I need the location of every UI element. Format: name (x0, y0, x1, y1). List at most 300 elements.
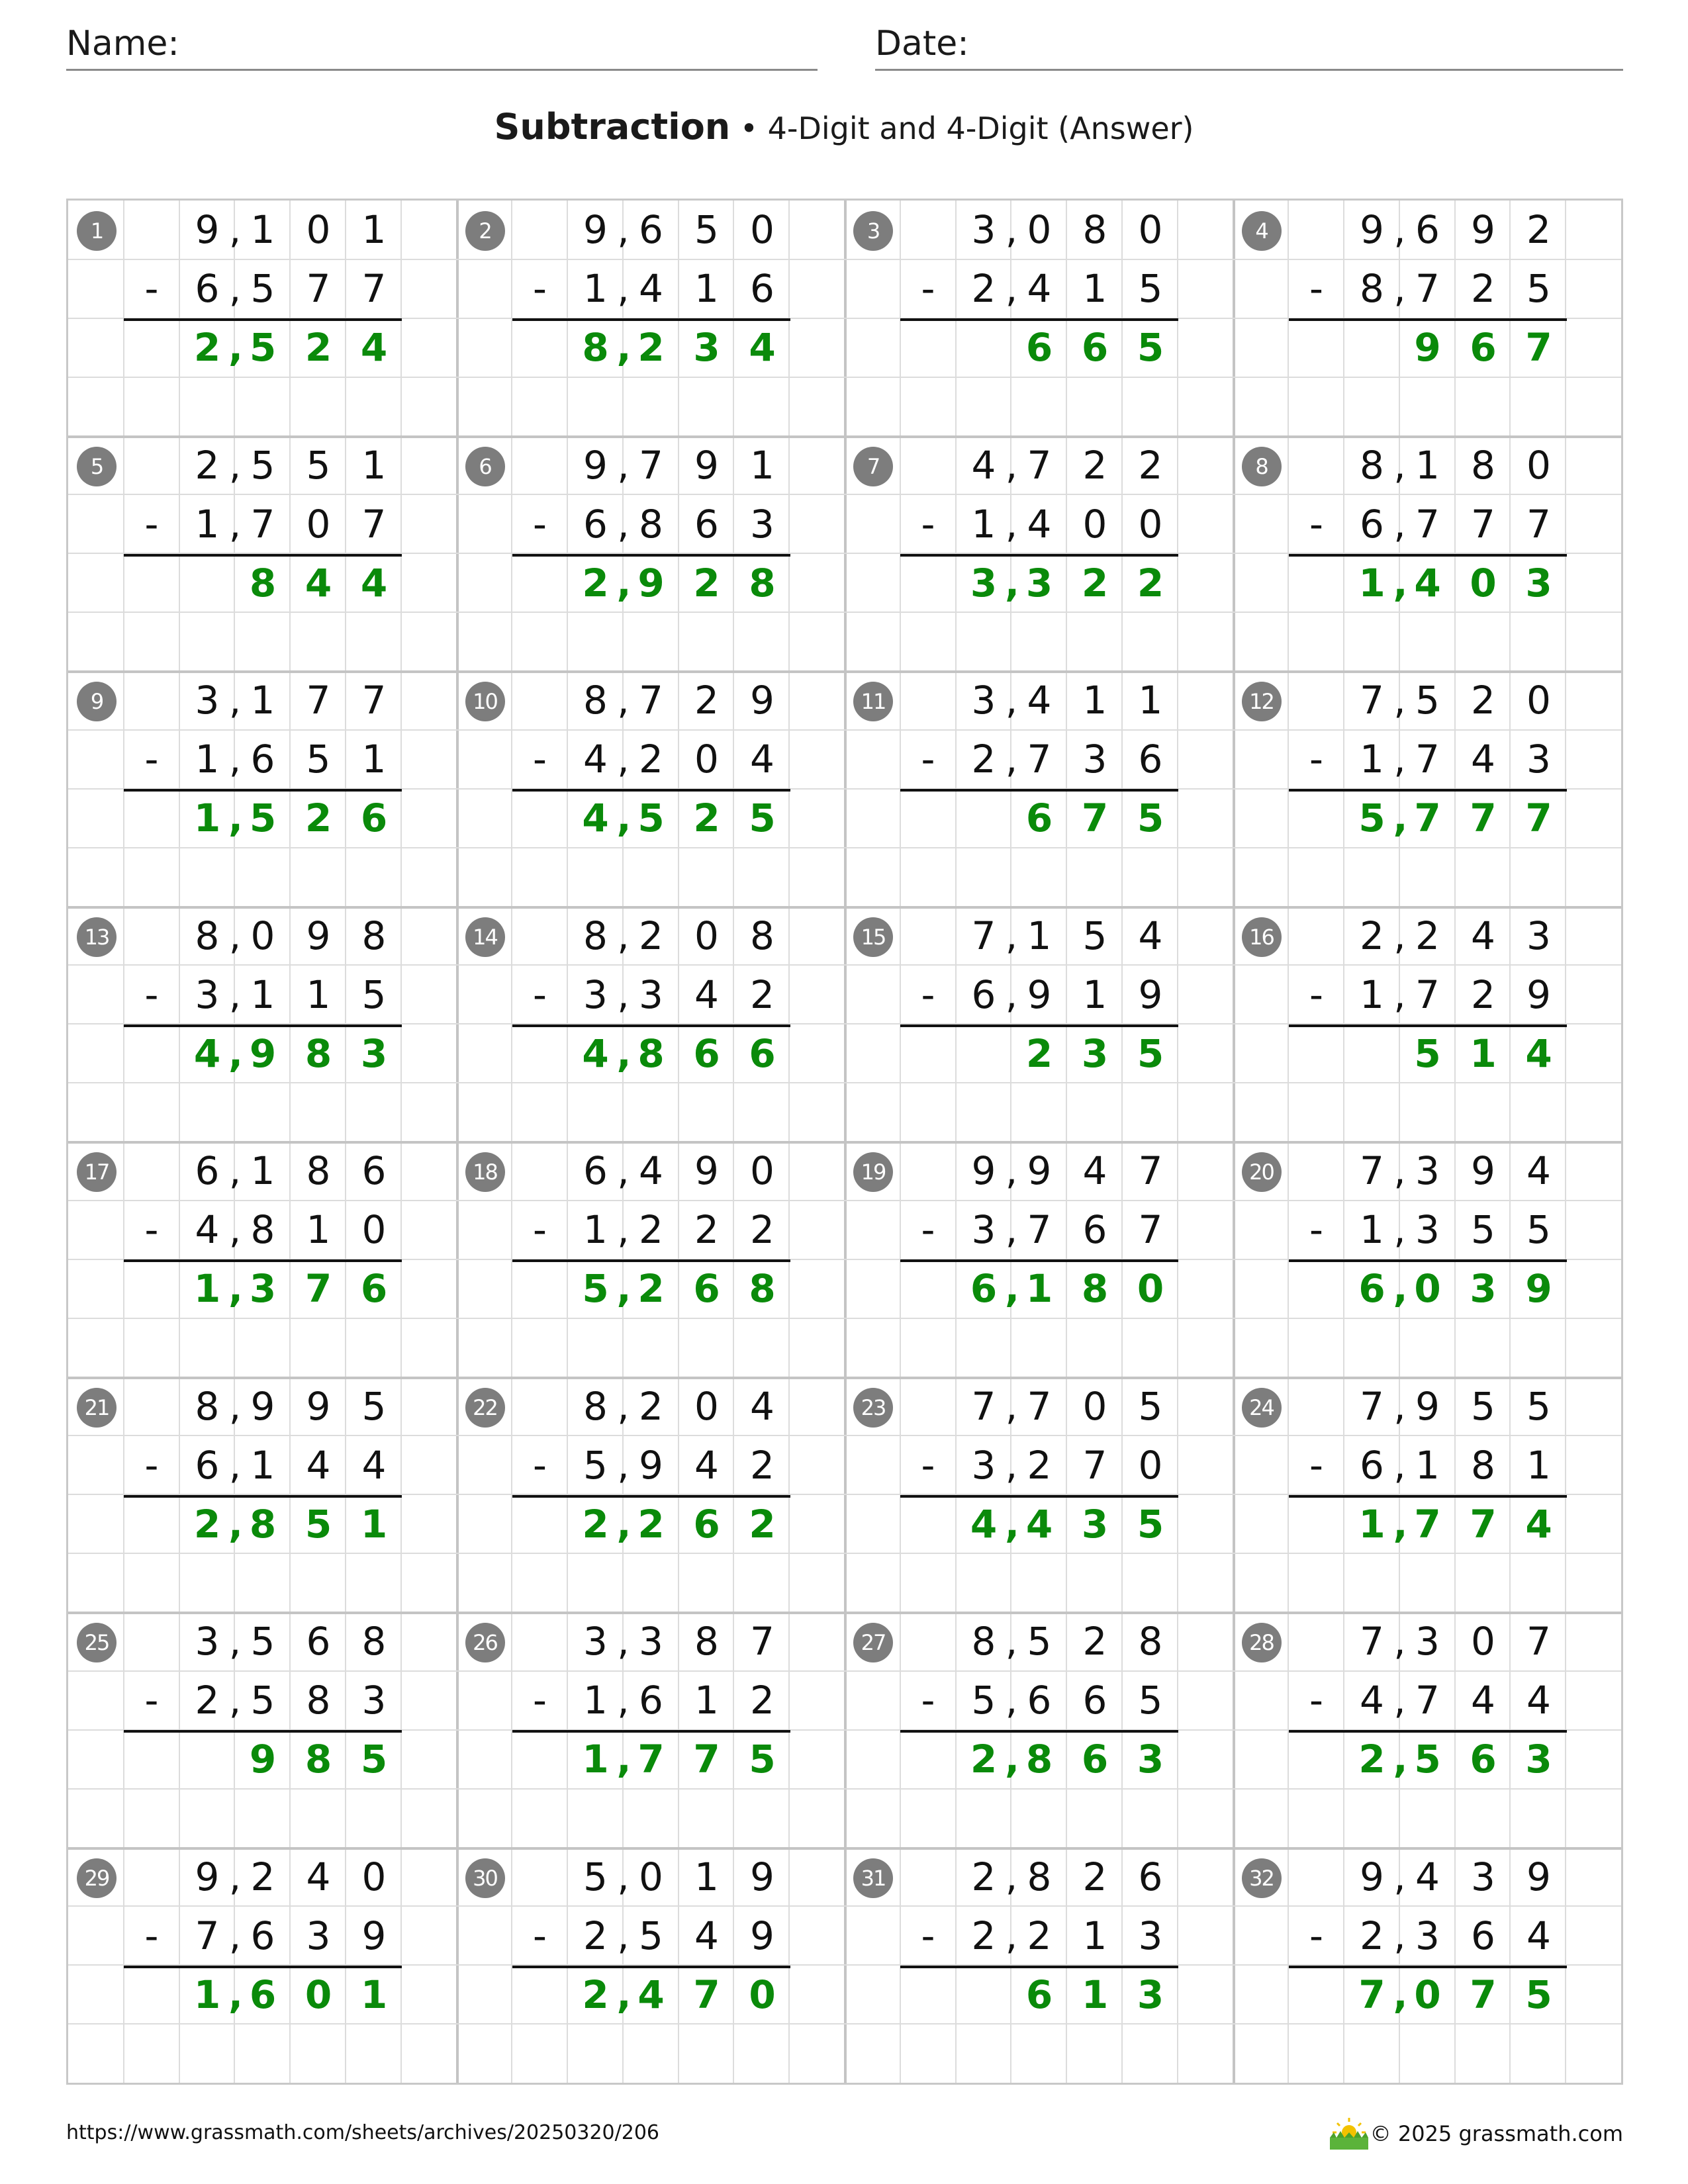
digit: 7 (305, 1266, 332, 1311)
thousands-separator: , (1005, 972, 1018, 1017)
digit: 7 (1415, 972, 1440, 1017)
subtrahend-row (512, 259, 790, 318)
digit: 9 (1471, 207, 1495, 252)
problem-number-badge: 26 (465, 1623, 505, 1662)
footer-copyright: © 2025 grassmath.com (1370, 2121, 1623, 2146)
digit: 7 (1415, 266, 1440, 311)
minuend-row (1289, 436, 1567, 495)
digit: 2 (1138, 442, 1163, 488)
subtrahend-row (1289, 1671, 1567, 1730)
digit: 2 (1415, 913, 1440, 958)
digit: 9 (1027, 1148, 1052, 1193)
subtrahend-row (512, 1671, 790, 1730)
thousands-separator: , (1005, 1148, 1018, 1193)
thousands-separator: , (1005, 737, 1018, 782)
digit: 5 (971, 1678, 996, 1723)
digit: 6 (195, 1442, 220, 1488)
subtrahend-row (900, 730, 1178, 789)
answer-row (512, 1259, 790, 1318)
digit: 5 (1082, 913, 1107, 958)
problem-number-badge: 7 (853, 447, 893, 486)
digit: 8 (971, 1619, 996, 1664)
thousands-separator: , (617, 1207, 630, 1252)
digit: 4 (639, 266, 663, 311)
digit: 7 (1470, 1501, 1497, 1547)
digit: 7 (1470, 796, 1497, 841)
digit: 1 (250, 1442, 275, 1488)
minus-sign: - (1309, 1442, 1323, 1488)
digit: 5 (582, 1266, 609, 1311)
digit: 6 (360, 796, 388, 841)
digit: 8 (694, 1619, 719, 1664)
problem-number-badge: 31 (853, 1858, 893, 1898)
digit: 4 (305, 560, 332, 606)
minus-sign: - (533, 972, 547, 1017)
thousands-separator: , (1393, 1972, 1408, 2017)
thousands-separator: , (228, 1678, 242, 1723)
digit: 6 (1415, 207, 1440, 252)
digit: 7 (1525, 796, 1552, 841)
minuend-row (124, 907, 402, 966)
thousands-separator: , (1393, 972, 1406, 1017)
digit: 0 (694, 737, 719, 782)
problem-number-badge: 27 (853, 1623, 893, 1662)
digit: 2 (1082, 1854, 1107, 1899)
digit: 2 (1360, 913, 1384, 958)
digit: 6 (1081, 325, 1109, 370)
minuend-row (1289, 1142, 1567, 1201)
digit: 9 (1526, 1854, 1551, 1899)
digit: 5 (1414, 1030, 1441, 1076)
digit: 8 (1360, 266, 1384, 311)
thousands-separator: , (617, 1619, 630, 1664)
digit: 8 (749, 1266, 776, 1311)
digit: 4 (1415, 1854, 1440, 1899)
minus-sign: - (533, 1913, 547, 1958)
digit: 1 (1526, 1442, 1551, 1488)
digit: 0 (361, 1854, 387, 1899)
digit: 2 (637, 325, 665, 370)
digit: 7 (1526, 501, 1551, 547)
digit: 0 (1082, 501, 1107, 547)
digit: 2 (694, 678, 719, 723)
thousands-separator: , (1393, 1913, 1406, 1958)
digit: 6 (1025, 1972, 1053, 2017)
digit: 9 (306, 913, 331, 958)
digit: 1 (195, 737, 220, 782)
digit: 7 (693, 1737, 720, 1782)
digit: 6 (1025, 325, 1053, 370)
digit: 2 (305, 796, 332, 841)
thousands-separator: , (228, 1383, 242, 1429)
digit: 2 (193, 325, 221, 370)
sun-over-grass-icon (1327, 2113, 1371, 2152)
problem-23 (845, 1377, 1234, 1613)
digit: 1 (306, 1207, 331, 1252)
digit: 1 (250, 678, 275, 723)
digit: 2 (195, 442, 220, 488)
thousands-separator: , (1005, 1854, 1018, 1899)
digit: 7 (639, 678, 663, 723)
digit: 4 (360, 560, 388, 606)
answer-row (900, 1259, 1178, 1318)
answer-row (900, 789, 1178, 848)
digit: 8 (306, 1148, 331, 1193)
digit: 3 (583, 1619, 608, 1664)
digit: 6 (1360, 501, 1384, 547)
name-label: Name: (66, 24, 179, 64)
minuend-row (512, 907, 790, 966)
digit: 1 (195, 501, 220, 547)
digit: 4 (750, 737, 774, 782)
digit: 4 (1526, 1913, 1551, 1958)
problem-number-badge: 5 (77, 447, 117, 486)
thousands-separator: , (616, 1030, 632, 1076)
minuend-row (1289, 1377, 1567, 1436)
thousands-separator: , (617, 207, 630, 252)
digit: 8 (583, 1383, 608, 1429)
digit: 6 (250, 737, 275, 782)
digit: 1 (361, 737, 387, 782)
digit: 2 (971, 1854, 996, 1899)
thousands-separator: , (228, 1501, 244, 1547)
minuend-row (900, 1848, 1178, 1907)
digit: 4 (1414, 560, 1441, 606)
thousands-separator: , (1393, 501, 1406, 547)
subtrahend-row (124, 730, 402, 789)
problem-number-badge: 28 (1242, 1623, 1282, 1662)
thousands-separator: , (228, 1266, 244, 1311)
digit: 4 (1360, 1678, 1384, 1723)
thousands-separator: , (617, 1913, 630, 1958)
problem-22 (457, 1377, 846, 1613)
digit: 7 (1360, 1148, 1384, 1193)
digit: 1 (971, 501, 996, 547)
subtrahend-row (1289, 1436, 1567, 1495)
digit: 5 (694, 207, 719, 252)
problem-number-badge: 23 (853, 1388, 893, 1428)
digit: 1 (1138, 678, 1163, 723)
thousands-separator: , (1005, 1619, 1018, 1664)
thousands-separator: , (616, 1737, 632, 1782)
subtrahend-row (1289, 1907, 1567, 1966)
digit: 5 (1471, 1207, 1495, 1252)
subtrahend-row (1289, 966, 1567, 1024)
digit: 7 (750, 1619, 774, 1664)
thousands-separator: , (1393, 737, 1406, 782)
date-field[interactable] (875, 20, 1623, 71)
digit: 6 (250, 1913, 275, 1958)
digit: 1 (1082, 678, 1107, 723)
thousands-separator: , (1393, 1501, 1408, 1547)
subtrahend-row (512, 1436, 790, 1495)
digit: 2 (1526, 207, 1551, 252)
minus-sign: - (1309, 501, 1323, 547)
digit: 4 (1471, 1678, 1495, 1723)
digit: 7 (693, 1972, 720, 2017)
digit: 8 (637, 1030, 665, 1076)
minus-sign: - (921, 266, 935, 311)
digit: 7 (1414, 796, 1441, 841)
digit: 2 (1082, 1619, 1107, 1664)
problem-26 (457, 1612, 846, 1848)
problem-18 (457, 1142, 846, 1377)
problem-9 (68, 671, 457, 907)
subtrahend-row (124, 1201, 402, 1259)
digit: 6 (639, 1678, 663, 1723)
minuend-row (124, 1848, 402, 1907)
minuend-row (1289, 201, 1567, 259)
digit: 4 (1027, 266, 1052, 311)
digit: 2 (305, 325, 332, 370)
thousands-separator: , (228, 501, 242, 547)
problem-number-badge: 22 (465, 1388, 505, 1428)
digit: 2 (971, 266, 996, 311)
subtrahend-row (124, 1671, 402, 1730)
digit: 0 (1138, 501, 1163, 547)
digit: 5 (305, 1501, 332, 1547)
answer-row (900, 554, 1178, 613)
thousands-separator: , (617, 913, 630, 958)
digit: 6 (694, 501, 719, 547)
digit: 5 (250, 1619, 275, 1664)
digit: 3 (1415, 1913, 1440, 1958)
thousands-separator: , (1393, 1854, 1406, 1899)
problem-number-badge: 9 (77, 682, 117, 721)
thousands-separator: , (617, 678, 630, 723)
subtrahend-row (124, 966, 402, 1024)
digit: 3 (306, 1913, 331, 1958)
problem-number-badge: 30 (465, 1858, 505, 1898)
digit: 3 (195, 1619, 220, 1664)
digit: 9 (195, 1854, 220, 1899)
answer-row (512, 1495, 790, 1554)
digit: 2 (639, 1383, 663, 1429)
footer-url[interactable]: https://www.grassmath.com/sheets/archives/20250320/206 (66, 2121, 660, 2144)
digit: 0 (1027, 207, 1052, 252)
digit: 1 (360, 1972, 388, 2017)
digit: 0 (1526, 678, 1551, 723)
digit: 6 (693, 1030, 720, 1076)
problem-number-badge: 24 (1242, 1388, 1282, 1428)
digit: 7 (195, 1913, 220, 1958)
subtrahend-row (124, 495, 402, 554)
problem-7 (845, 436, 1234, 672)
minus-sign: - (144, 972, 159, 1017)
digit: 8 (1360, 442, 1384, 488)
thousands-separator: , (617, 1678, 630, 1723)
minus-sign: - (533, 266, 547, 311)
digit: 1 (694, 1678, 719, 1723)
digit: 1 (1360, 972, 1384, 1017)
minuend-row (124, 1142, 402, 1201)
subtrahend-row (900, 259, 1178, 318)
thousands-separator: , (617, 266, 630, 311)
thousands-separator: , (1005, 266, 1018, 311)
problem-8 (1233, 436, 1622, 672)
minus-sign: - (533, 737, 547, 782)
answer-row (124, 1966, 402, 2025)
digit: 4 (971, 442, 996, 488)
digit: 7 (361, 266, 387, 311)
thousands-separator: , (1005, 1501, 1020, 1547)
digit: 7 (1027, 1383, 1052, 1429)
digit: 2 (582, 1501, 609, 1547)
thousands-separator: , (228, 1148, 242, 1193)
digit: 8 (249, 560, 277, 606)
answer-row (1289, 1730, 1567, 1789)
minuend-row (900, 671, 1178, 730)
digit: 9 (1526, 972, 1551, 1017)
minus-sign: - (1309, 266, 1323, 311)
digit: 1 (1358, 560, 1385, 606)
digit: 2 (583, 1913, 608, 1958)
digit: 1 (750, 442, 774, 488)
answer-row (512, 318, 790, 377)
digit: 0 (750, 1148, 774, 1193)
problem-number-badge: 11 (853, 682, 893, 721)
thousands-separator: , (228, 325, 244, 370)
thousands-separator: , (228, 1030, 244, 1076)
minuend-row (512, 1848, 790, 1907)
digit: 5 (1137, 1030, 1164, 1076)
thousands-separator: , (1393, 1619, 1406, 1664)
problem-number-badge: 3 (853, 211, 893, 251)
minus-sign: - (533, 501, 547, 547)
subtrahend-row (900, 1436, 1178, 1495)
minuend-row (1289, 907, 1567, 966)
digit: 3 (195, 678, 220, 723)
digit: 5 (1415, 678, 1440, 723)
digit: 6 (749, 1030, 776, 1076)
digit: 5 (639, 1913, 663, 1958)
digit: 7 (1027, 1207, 1052, 1252)
digit: 9 (1138, 972, 1163, 1017)
name-field[interactable] (66, 20, 818, 71)
digit: 5 (1027, 1619, 1052, 1664)
subtrahend-row (1289, 1201, 1567, 1259)
problem-10 (457, 671, 846, 907)
minus-sign: - (144, 737, 159, 782)
digit: 7 (1358, 1972, 1385, 2017)
digit: 4 (1471, 737, 1495, 782)
thousands-separator: , (1393, 1442, 1406, 1488)
digit: 5 (1414, 1737, 1441, 1782)
problem-number-badge: 6 (465, 447, 505, 486)
digit: 4 (1525, 1501, 1552, 1547)
minus-sign: - (533, 1678, 547, 1723)
digit: 2 (693, 796, 720, 841)
answer-row (124, 1495, 402, 1554)
digit: 4 (306, 1854, 331, 1899)
minuend-row (1289, 1612, 1567, 1671)
problem-number-badge: 29 (77, 1858, 117, 1898)
problem-grid (66, 199, 1623, 2085)
answer-row (1289, 1495, 1567, 1554)
digit: 1 (250, 972, 275, 1017)
digit: 8 (1081, 1266, 1109, 1311)
answer-row (124, 318, 402, 377)
digit: 5 (1358, 796, 1385, 841)
problem-number-badge: 14 (465, 917, 505, 957)
digit: 4 (361, 1442, 387, 1488)
digit: 5 (637, 796, 665, 841)
digit: 6 (1138, 1854, 1163, 1899)
digit: 5 (250, 442, 275, 488)
problem-number-badge: 4 (1242, 211, 1282, 251)
thousands-separator: , (1393, 1148, 1406, 1193)
digit: 3 (1470, 1266, 1497, 1311)
digit: 4 (582, 796, 609, 841)
thousands-separator: , (616, 1972, 632, 2017)
subtrahend-row (1289, 259, 1567, 318)
thousands-separator: , (617, 1383, 630, 1429)
thousands-separator: , (616, 796, 632, 841)
problem-number-badge: 2 (465, 211, 505, 251)
digit: 6 (1471, 1913, 1495, 1958)
digit: 1 (1081, 1972, 1109, 2017)
digit: 0 (1471, 1619, 1495, 1664)
problem-number-badge: 18 (465, 1152, 505, 1192)
thousands-separator: , (228, 972, 242, 1017)
digit: 3 (583, 972, 608, 1017)
digit: 1 (306, 972, 331, 1017)
digit: 7 (1138, 1148, 1163, 1193)
digit: 4 (195, 1207, 220, 1252)
minuend-row (512, 1612, 790, 1671)
digit: 5 (1137, 1501, 1164, 1547)
digit: 5 (1138, 1383, 1163, 1429)
digit: 6 (249, 1972, 277, 2017)
digit: 8 (195, 913, 220, 958)
thousands-separator: , (616, 1266, 632, 1311)
thousands-separator: , (228, 913, 242, 958)
digit: 7 (1081, 796, 1109, 841)
digit: 2 (639, 737, 663, 782)
problem-16 (1233, 907, 1622, 1142)
answer-row (124, 1024, 402, 1083)
digit: 6 (1082, 1678, 1107, 1723)
digit: 2 (694, 1207, 719, 1252)
thousands-separator: , (1393, 266, 1406, 311)
digit: 8 (306, 1678, 331, 1723)
minus-sign: - (144, 1442, 159, 1488)
digit: 2 (750, 1442, 774, 1488)
thousands-separator: , (1393, 1383, 1406, 1429)
minuend-row (1289, 671, 1567, 730)
thousands-separator: , (228, 1972, 244, 2017)
digit: 3 (1082, 737, 1107, 782)
digit: 3 (195, 972, 220, 1017)
digit: 6 (1470, 325, 1497, 370)
problem-number-badge: 21 (77, 1388, 117, 1428)
digit: 4 (750, 1383, 774, 1429)
digit: 9 (637, 560, 665, 606)
thousands-separator: , (617, 501, 630, 547)
problem-6 (457, 436, 846, 672)
subtrahend-row (124, 1436, 402, 1495)
answer-row (512, 789, 790, 848)
subtrahend-row (124, 1907, 402, 1966)
digit: 6 (750, 266, 774, 311)
subtrahend-row (1289, 730, 1567, 789)
digit: 3 (970, 560, 998, 606)
digit: 8 (1082, 207, 1107, 252)
digit: 7 (1138, 1207, 1163, 1252)
digit: 2 (195, 1678, 220, 1723)
minuend-row (900, 201, 1178, 259)
minus-sign: - (1309, 1678, 1323, 1723)
